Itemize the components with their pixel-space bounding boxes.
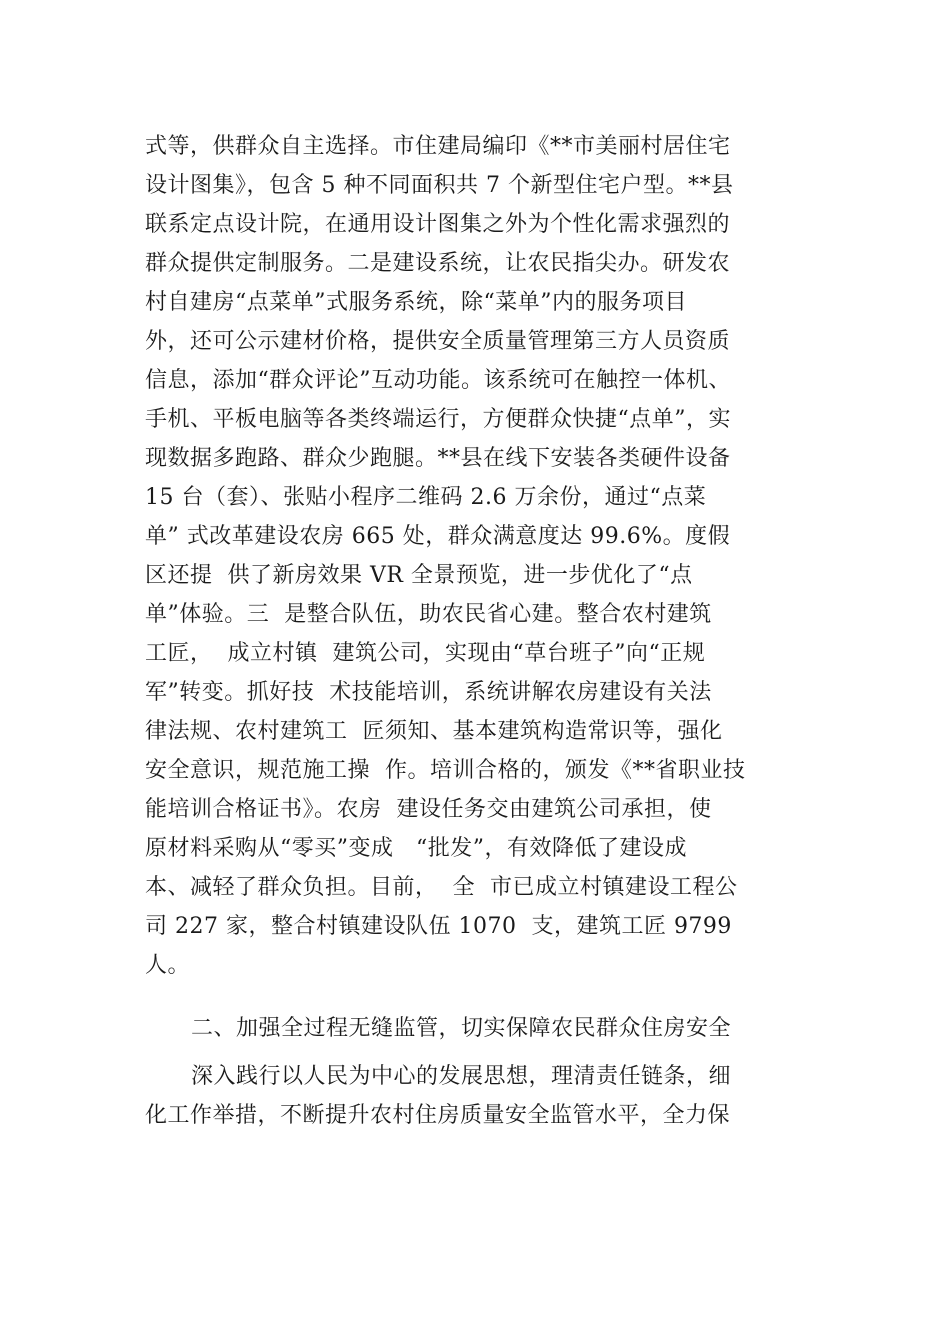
body-text-line: 能培训合格证书》。农房 建设任务交由建筑公司承担，使 bbox=[145, 797, 712, 822]
body-text-line: 现数据多跑路、群众少跑腿。**县在线下安装各类硬件设备 bbox=[145, 446, 731, 471]
body-text-line: 村自建房“点菜单”式服务系统，除“菜单”内的服务项目 bbox=[145, 290, 687, 315]
body-text-line: 区还提 供了新房效果 VR 全景预览，进一步优化了“点 bbox=[145, 563, 693, 588]
body-text-line: 工匠， 成立村镇 建筑公司，实现由“草台班子”向“正规 bbox=[145, 641, 706, 666]
body-text-line: 15 台（套）、张贴小程序二维码 2.6 万余份，通过“点菜 bbox=[145, 485, 707, 510]
body-text-line: 群众提供定制服务。二是建设系统，让农民指尖办。研发农 bbox=[145, 251, 731, 276]
body-text-line: 手机、平板电脑等各类终端运行，方便群众快捷“点单”，实 bbox=[145, 407, 731, 432]
section-heading: 二、加强全过程无缝监管，切实保障农民群众住房安全 bbox=[191, 1016, 732, 1041]
body-text-line: 司 227 家，整合村镇建设队伍 1070 支，建筑工匠 9799 bbox=[145, 914, 732, 939]
body-text-line: 式等，供群众自主选择。市住建局编印《**市美丽村居住宅 bbox=[145, 134, 731, 159]
body-text-line: 律法规、农村建筑工 匠须知、基本建筑构造常识等，强化 bbox=[145, 719, 723, 744]
body-text-line: 设计图集》，包含 5 种不同面积共 7 个新型住宅户型。**县 bbox=[145, 173, 734, 198]
body-text-line: 安全意识，规范施工操 作。培训合格的，颁发《**省职业技 bbox=[145, 758, 746, 783]
body-text-line: 外，还可公示建材价格，提供安全质量管理第三方人员资质 bbox=[145, 329, 731, 354]
body-text-line: 军”转变。抓好技 术技能培训，系统讲解农房建设有关法 bbox=[145, 680, 712, 705]
body-text-line: 单” 式改革建设农房 665 处，群众满意度达 99.6%。度假 bbox=[145, 524, 731, 549]
body-text-line: 单”体验。三 是整合队伍，助农民省心建。整合农村建筑 bbox=[145, 602, 712, 627]
body-text-line: 化工作举措，不断提升农村住房质量安全监管水平，全力保 bbox=[145, 1103, 731, 1128]
body-text-line: 信息，添加“群众评论”互动功能。该系统可在触控一体机、 bbox=[145, 368, 731, 393]
body-text-line: 联系定点设计院，在通用设计图集之外为个性化需求强烈的 bbox=[145, 212, 731, 237]
body-text-line: 深入践行以人民为中心的发展思想，理清责任链条，细 bbox=[191, 1064, 732, 1089]
body-text-line: 本、减轻了群众负担。目前， 全 市已成立村镇建设工程公 bbox=[145, 875, 738, 900]
body-text-line: 人。 bbox=[145, 953, 191, 978]
body-text-line: 原材料采购从“零买”变成 “批发”，有效降低了建设成 bbox=[145, 836, 687, 861]
